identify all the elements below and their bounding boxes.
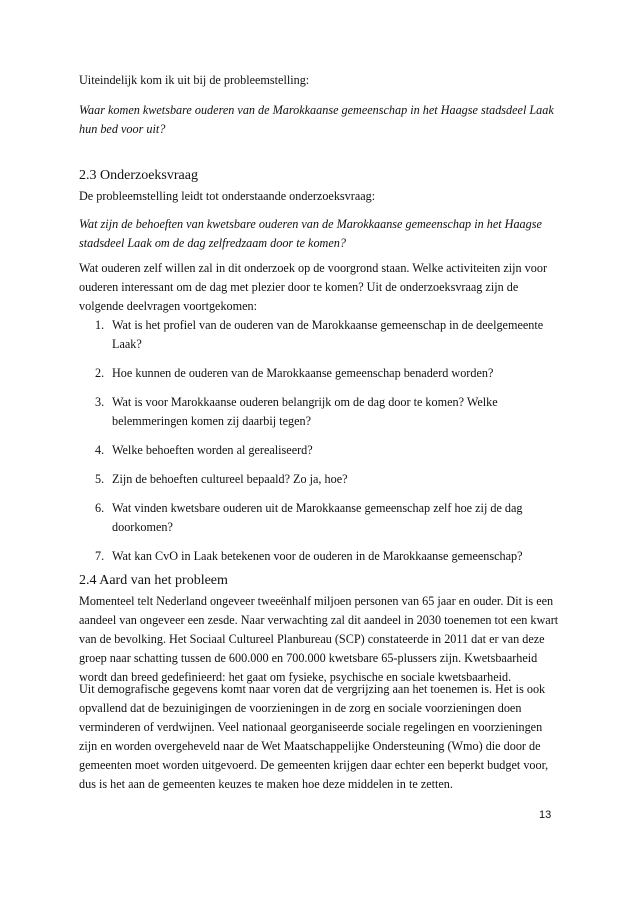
problem-statement: Waar komen kwetsbare ouderen van de Marokkaanse gemeenschap in het Haagse stadsdeel Laak hun bed voor uit? — [79, 103, 554, 136]
list-item: 4. Welke behoeften worden al gerealiseerd? — [95, 443, 313, 457]
page-number: 13 — [539, 809, 552, 821]
lead-text: De probleemstelling leidt tot onderstaande onderzoeksvraag: — [79, 189, 376, 203]
paragraph-2-4-a: Momenteel telt Nederland ongeveer tweeënhalf miljoen personen van 65 jaar en ouder. Dit is een aandeel van ongeveer een zesde. Naar verwachting zal dit aandeel in 2030 toenemen tot een kwart van de bevolking. Het Sociaal Cultureel Planbureau (SCP) constateerde in 2011 dat er van deze groep naar schatting tussen de 600.000 en 700.000 kwetsbare 65-plussers zijn. Kwetsbaarheid wordt dan breed gedefinieerd: het gaat om fysieke, psychische en sociale kwetsbaarheid. — [79, 594, 559, 684]
subquestion-list — [79, 316, 549, 576]
list-item: 7. Wat kan CvO in Laak betekenen voor de ouderen in de Marokkaanse gemeenschap? — [95, 549, 523, 563]
list-item: 2. Hoe kunnen de ouderen van de Marokkaanse gemeenschap benaderd worden? — [95, 366, 494, 380]
heading-2-3: 2.3 Onderzoeksvraag — [79, 168, 198, 183]
list-item: 1. Wat is het profiel van de ouderen van de Marokkaanse gemeenschap in de deelgemeente Laak? — [95, 318, 544, 351]
list-item: 5. Zijn de behoeften cultureel bepaald? Zo ja, hoe? — [95, 472, 348, 486]
list-item: 6. Wat vinden kwetsbare ouderen uit de Marokkaanse gemeenschap zelf hoe zij de dag doorkomen? — [95, 501, 523, 534]
intro-text: Uiteindelijk kom ik uit bij de probleemstelling: — [79, 73, 310, 87]
research-question: Wat zijn de behoeften van kwetsbare ouderen van de Marokkaanse gemeenschap in het Haagse stadsdeel Laak om de dag zelfredzaam door te komen? — [79, 217, 542, 250]
list-item: 3. Wat is voor Marokkaanse ouderen belangrijk om de dag door te komen? Welke belemmeringen komen zij daarbij tegen? — [95, 395, 498, 428]
paragraph-2-4-b: Uit demografische gegevens komt naar voren dat de vergrijzing aan het toenemen is. Het is ook opvallend dat de bezuinigingen de voorzieningen in de zorg en sociale voorzieningen doen verminderen of verdwijnen. Veel nationaal georganiseerde sociale regelingen en voorzieningen zijn en worden overgeheveld naar de Wet Maatschappelijke Ondersteuning (Wmo) die door de gemeenten moet worden uitgevoerd. De gemeenten krijgen daar echter een beperkt budget voor, dus is het aan de gemeenten keuzes te maken hoe deze middelen in te zetten. — [79, 682, 549, 791]
heading-2-4: 2.4 Aard van het probleem — [79, 573, 228, 588]
paragraph-2-3: Wat ouderen zelf willen zal in dit onderzoek op de voorgrond staan. Welke activiteiten zijn voor ouderen interessant om de dag met plezier door te komen? Uit de onderzoeksvraag zijn de volgende deelvragen voortgekomen: — [79, 261, 548, 313]
